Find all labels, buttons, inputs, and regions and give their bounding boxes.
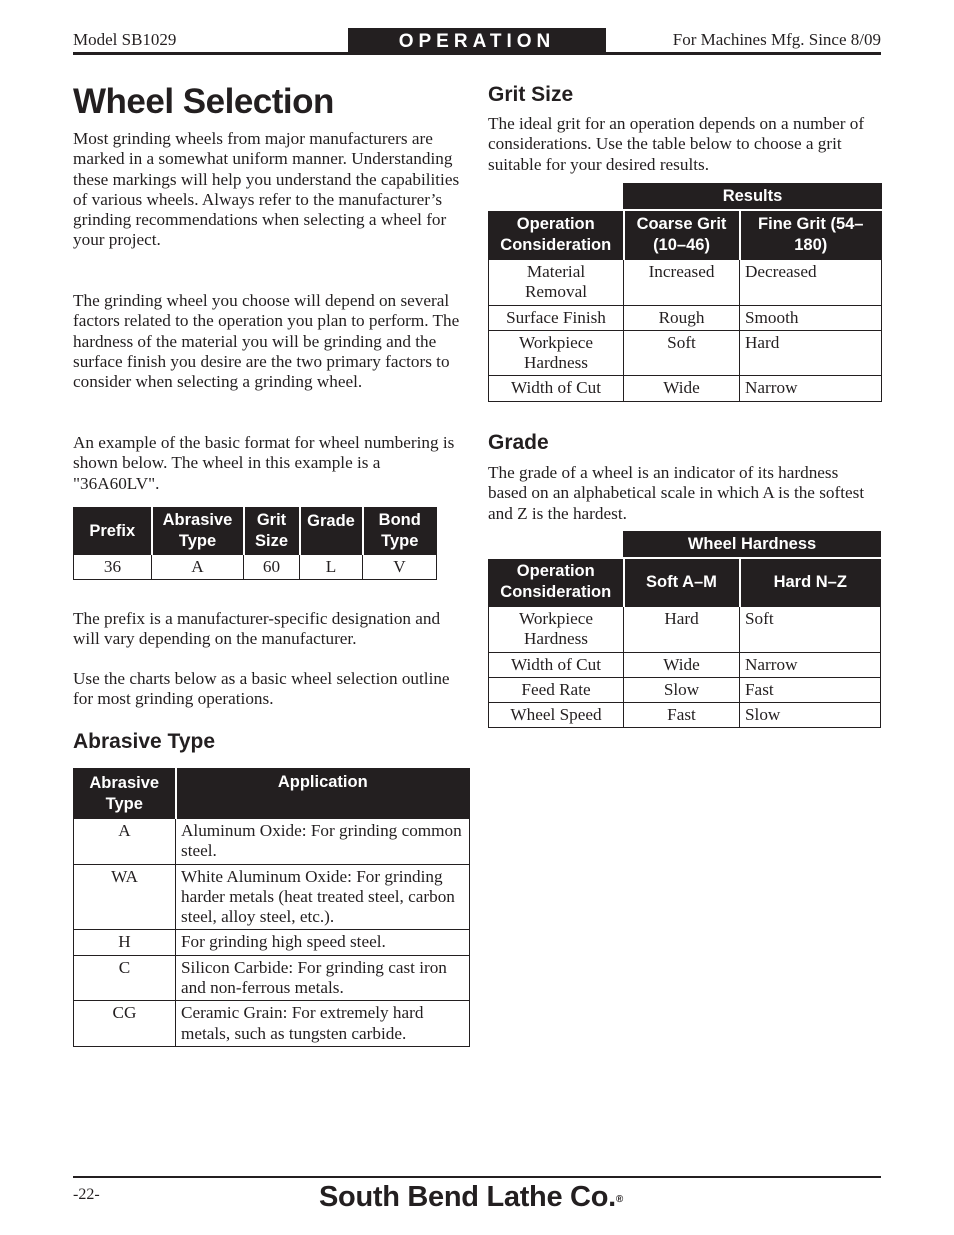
intro-paragraph-2: The grinding wheel you choose will depend on several factors related to the operation you plan to perform. The hardness of the material you will be grinding and the surface finish you desire are the two primary factors to consider when selecting a grinding wheel. [73, 291, 460, 392]
grade-soft-value: Fast [624, 703, 740, 728]
header-machines-date: For Machines Mfg. Since 8/09 [606, 28, 881, 55]
grit-fine-value: Decreased [740, 260, 882, 306]
brand-logo [319, 1178, 623, 1216]
grit-coarse-value: Soft [624, 330, 740, 376]
grit-fine-value: Smooth [740, 305, 882, 330]
charts-paragraph: Use the charts below as a basic wheel selection outline for most grinding operations. [73, 669, 450, 709]
grit-coarse-value: Wide [624, 376, 740, 401]
table-row [74, 864, 470, 930]
header-section-title: OPERATION [348, 28, 606, 55]
table-row [489, 652, 881, 677]
grade-header-operation: Operation Consideration [489, 558, 624, 607]
grit-corner-blank [489, 184, 624, 210]
abrasive-code: CG [74, 1001, 176, 1047]
format-header-bond-type: Bond Type [363, 508, 437, 555]
grit-size-heading: Grit Size [488, 83, 574, 106]
abrasive-header-application: Application [176, 769, 470, 819]
grit-header-operation: Operation Consideration [489, 210, 624, 260]
table-row [74, 1001, 470, 1047]
grade-consideration: Width of Cut [489, 652, 624, 677]
grade-consideration: Wheel Speed [489, 703, 624, 728]
abrasive-header-type: Abrasive Type [74, 769, 176, 819]
format-header-grade: Grade [300, 508, 363, 555]
table-row [489, 677, 881, 702]
grade-soft-value: Hard [624, 607, 740, 653]
table-row [74, 955, 470, 1001]
format-header-abrasive-type: Abrasive Type [152, 508, 244, 555]
registered-mark: ® [615, 1194, 623, 1205]
prefix-paragraph: The prefix is a manufacturer-specific designation and will vary depending on the manufacturer. [73, 609, 441, 649]
grit-consideration: Surface Finish [489, 305, 624, 330]
table-row [74, 819, 470, 865]
grit-header-coarse: Coarse Grit (10–46) [624, 210, 740, 260]
abrasive-type-heading: Abrasive Type [73, 730, 216, 753]
grade-consideration: Workpiece Hardness [489, 607, 624, 653]
format-cell-grit-size: 60 [244, 555, 300, 580]
table-row [74, 930, 470, 955]
grit-results-header: Results [624, 184, 882, 210]
abrasive-application: White Aluminum Oxide: For grinding harder metals (heat treated steel, carbon steel, alloy steel, etc.). [176, 864, 470, 930]
table-row [489, 260, 882, 306]
grit-consideration: Workpiece Hardness [489, 330, 624, 376]
grade-paragraph: The grade of a wheel is an indicator of its hardness based on an alphabetical scale in which A is the softest and Z is the hardest. [488, 463, 865, 523]
grit-coarse-value: Increased [624, 260, 740, 306]
grade-hard-value: Fast [740, 677, 881, 702]
abrasive-type-table [73, 768, 470, 1047]
abrasive-application: For grinding high speed steel. [176, 930, 470, 955]
grade-heading: Grade [488, 431, 549, 454]
grade-hard-value: Slow [740, 703, 881, 728]
format-header-prefix: Prefix [74, 508, 152, 555]
grit-consideration: Width of Cut [489, 376, 624, 401]
grade-table [488, 531, 881, 728]
abrasive-code: C [74, 955, 176, 1001]
grade-soft-value: Slow [624, 677, 740, 702]
grit-consideration: Material Removal [489, 260, 624, 306]
page-title: Wheel Selection [73, 82, 334, 121]
grit-fine-value: Hard [740, 330, 882, 376]
format-cell-bond-type: V [363, 555, 437, 580]
table-row [489, 376, 882, 401]
format-cell-prefix: 36 [74, 555, 152, 580]
table-row [489, 305, 882, 330]
abrasive-code: WA [74, 864, 176, 930]
grit-fine-value: Narrow [740, 376, 882, 401]
table-row [489, 703, 881, 728]
grade-header-soft: Soft A–M [624, 558, 740, 607]
abrasive-code: A [74, 819, 176, 865]
page-number: -22- [73, 1186, 100, 1203]
grade-header-hard: Hard N–Z [740, 558, 881, 607]
grade-hard-value: Narrow [740, 652, 881, 677]
intro-paragraph-3: An example of the basic format for wheel numbering is shown below. The wheel in this example is a "36A60LV". [73, 433, 455, 493]
abrasive-application: Silicon Carbide: For grinding cast iron and non-ferrous metals. [176, 955, 470, 1001]
grade-hard-value: Soft [740, 607, 881, 653]
wheel-format-table [73, 507, 437, 580]
abrasive-application: Aluminum Oxide: For grinding common steel. [176, 819, 470, 865]
format-cell-grade: L [300, 555, 363, 580]
format-header-grit-size: Grit Size [244, 508, 300, 555]
grit-size-table [488, 183, 882, 402]
brand-name: South Bend Lathe Co. [319, 1181, 616, 1213]
intro-paragraph-1: Most grinding wheels from major manufacturers are marked in a somewhat uniform manner. Understanding these markings will help you understand the capabilities of various wheels. Always refer to the manufacturer’s grinding recommendations when selecting a wheel for your project. [73, 129, 460, 250]
header-model: Model SB1029 [73, 28, 348, 55]
grade-soft-value: Wide [624, 652, 740, 677]
table-row [489, 607, 881, 653]
grit-size-paragraph: The ideal grit for an operation depends on a number of considerations. Use the table below to choose a grit suitable for your desired results. [488, 114, 865, 174]
grit-header-fine: Fine Grit (54–180) [740, 210, 882, 260]
grit-coarse-value: Rough [624, 305, 740, 330]
table-row [489, 330, 882, 376]
grade-hardness-header: Wheel Hardness [624, 532, 881, 558]
abrasive-application: Ceramic Grain: For extremely hard metals, such as tungsten carbide. [176, 1001, 470, 1047]
abrasive-code: H [74, 930, 176, 955]
grade-corner-blank [489, 532, 624, 558]
grade-consideration: Feed Rate [489, 677, 624, 702]
format-cell-abrasive-type: A [152, 555, 244, 580]
